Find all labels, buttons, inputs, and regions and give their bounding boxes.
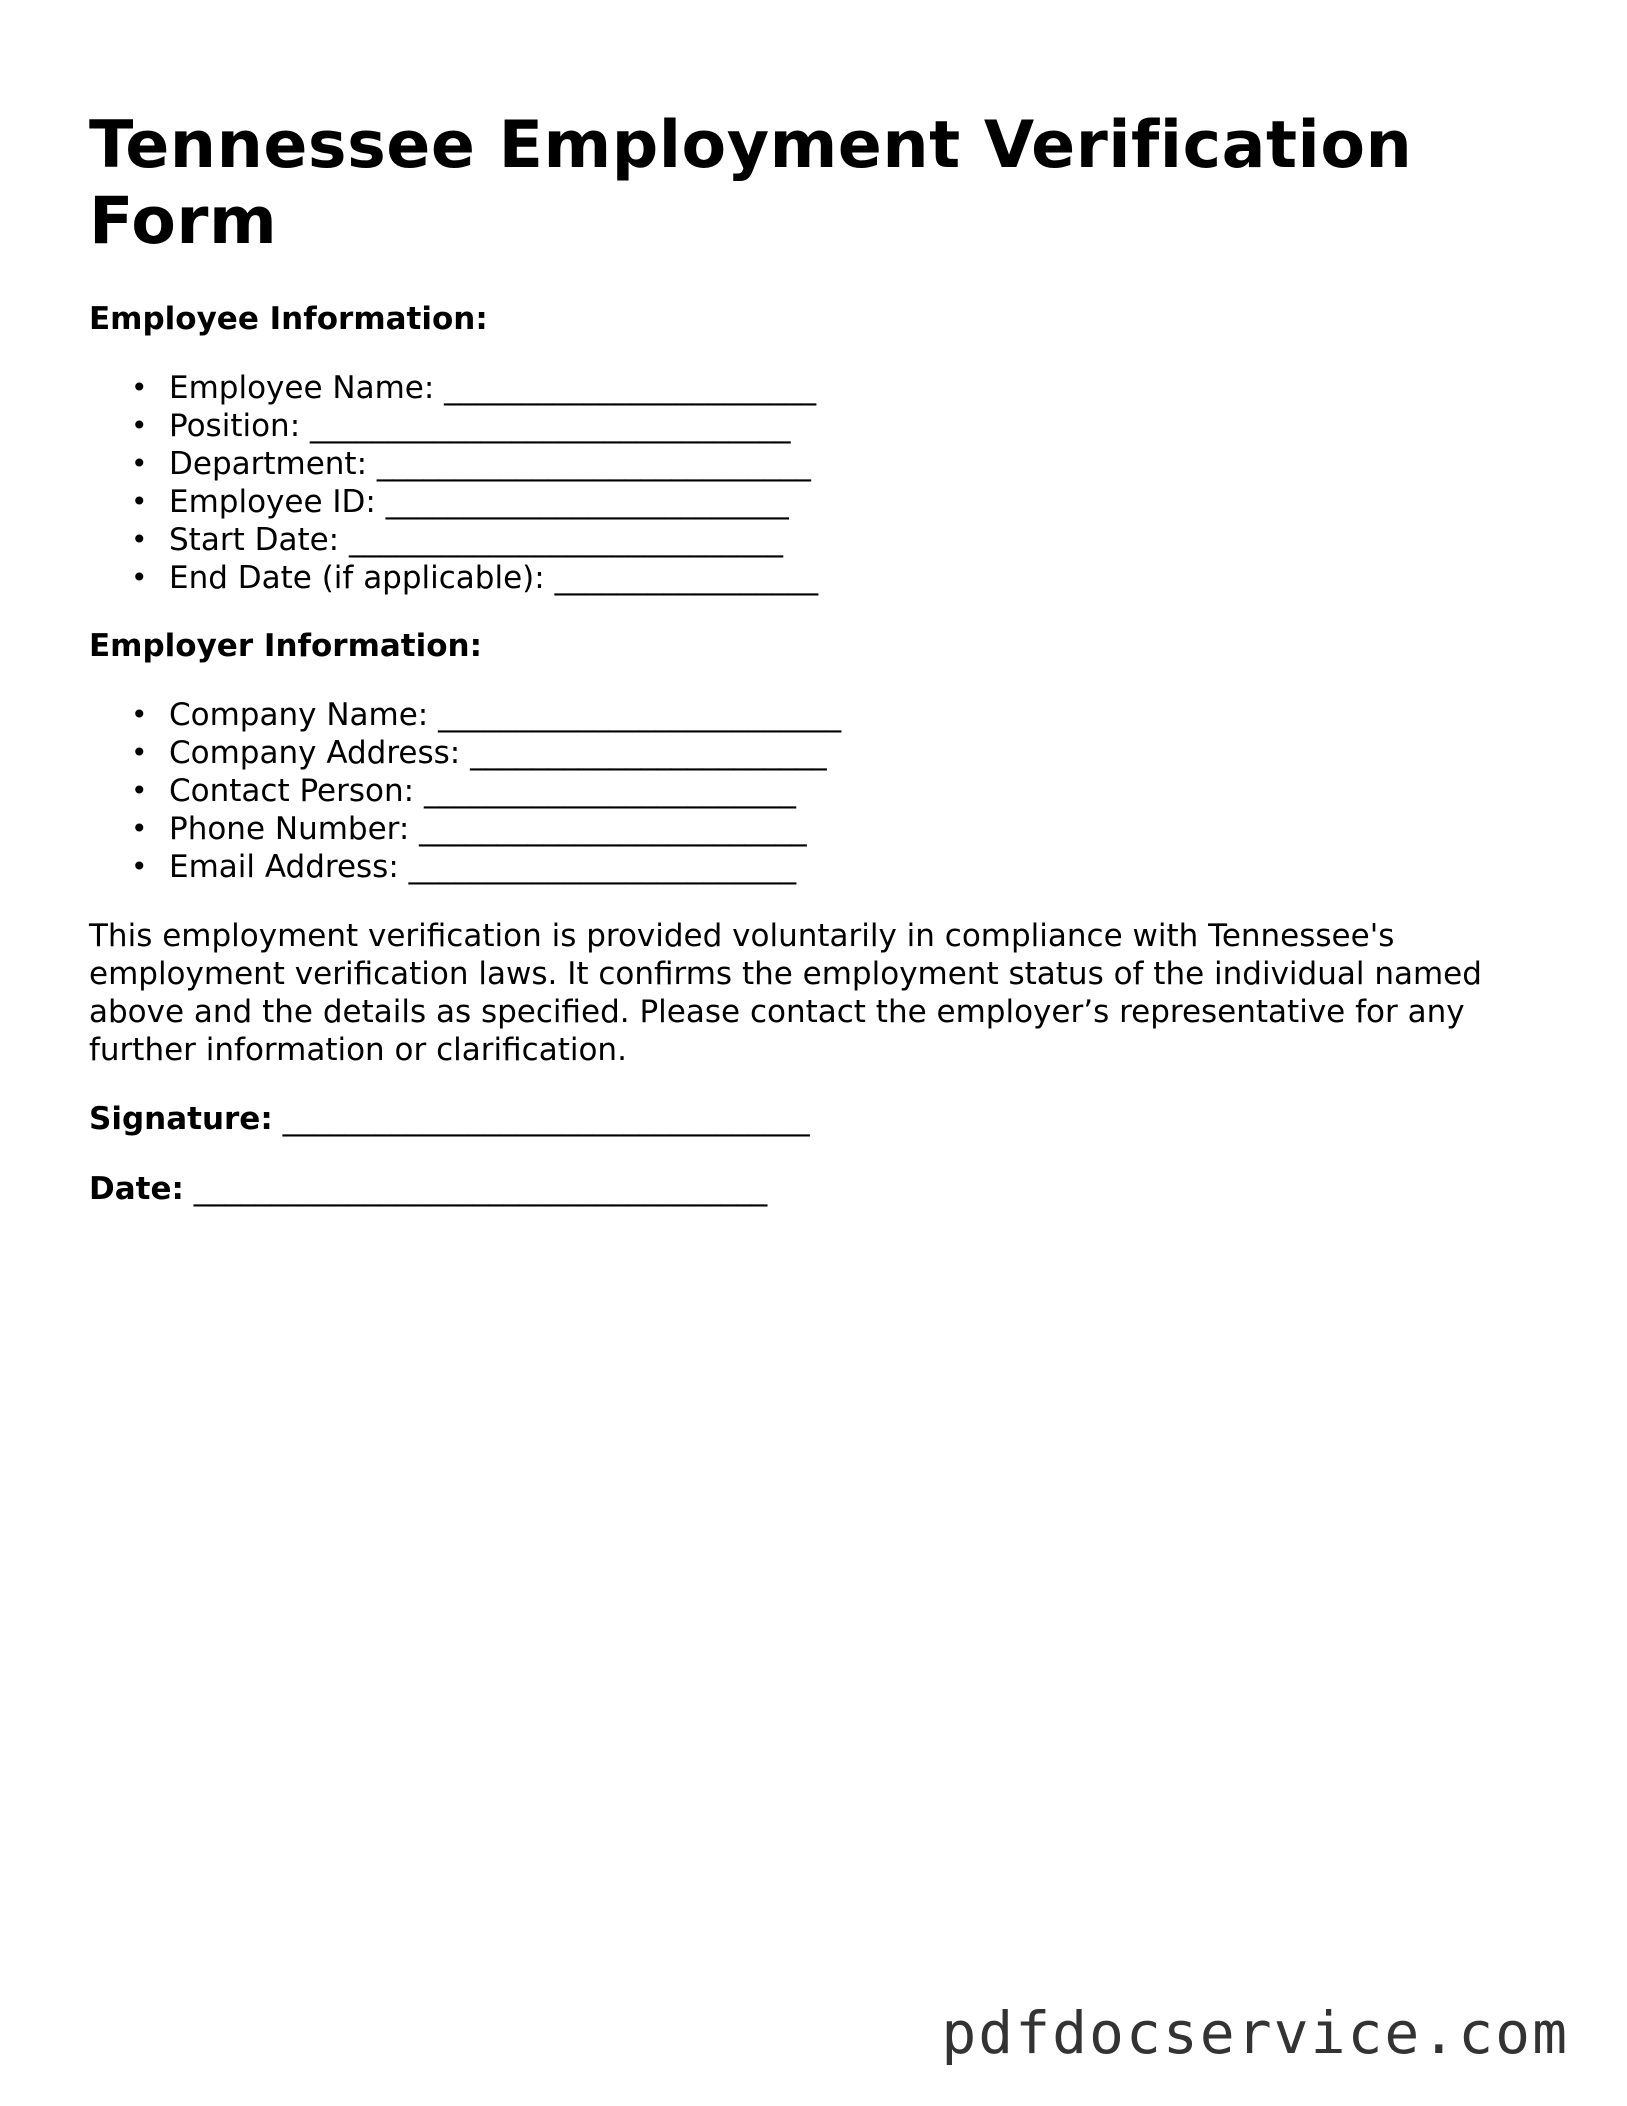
field-label: Contact Person: (169, 773, 415, 809)
phone-number-blank[interactable]: _________________________ (419, 811, 807, 847)
employer-field-list (89, 696, 1539, 886)
document-page (89, 108, 1539, 1208)
signature-blank[interactable]: __________________________________ (282, 1101, 810, 1137)
field-label: Employee ID: (169, 484, 376, 520)
employee-info-heading: Employee Information: (89, 301, 488, 337)
start-date-blank[interactable]: ____________________________ (348, 522, 783, 558)
start-date-field (131, 521, 1539, 559)
contact-person-field (131, 772, 1539, 810)
field-label: Department: (169, 446, 368, 482)
end-date-field (131, 559, 1539, 597)
verification-statement: This employment verification is provided voluntarily in compliance with Tennessee's employment verification laws. It confirms the employment status of the individual named above and the details as specified. Please contact the employer’s representative for any further information or clarification. (89, 918, 1482, 1068)
email-address-field (131, 848, 1539, 886)
signature-line (89, 1100, 1539, 1138)
date-blank[interactable]: _____________________________________ (193, 1171, 768, 1207)
position-field (131, 407, 1539, 445)
employee-field-list (89, 369, 1539, 597)
department-field (131, 445, 1539, 483)
field-label: Email Address: (169, 849, 399, 885)
field-label: Phone Number: (169, 811, 410, 847)
page-title: Tennessee Employment Verification Form (89, 108, 1413, 259)
employee-name-field (131, 369, 1539, 407)
company-name-blank[interactable]: __________________________ (438, 697, 842, 733)
bullet-icon: • (131, 698, 148, 731)
bullet-icon: • (131, 447, 148, 480)
bullet-icon: • (131, 409, 148, 442)
position-blank[interactable]: _______________________________ (310, 408, 791, 444)
bullet-icon: • (131, 371, 148, 404)
field-label: Company Address: (169, 735, 461, 771)
field-label: Company Name: (169, 697, 429, 733)
watermark: pdfdocservice.com (941, 1999, 1569, 2067)
employee-name-blank[interactable]: ________________________ (444, 370, 817, 406)
company-name-field (131, 696, 1539, 734)
bullet-icon: • (131, 485, 148, 518)
date-line (89, 1170, 1539, 1208)
company-address-blank[interactable]: _______________________ (470, 735, 827, 771)
end-date-blank[interactable]: _________________ (554, 560, 819, 596)
bullet-icon: • (131, 736, 148, 769)
email-address-blank[interactable]: _________________________ (408, 849, 797, 885)
signature-label: Signature: (89, 1101, 273, 1137)
date-label: Date: (89, 1171, 184, 1207)
contact-person-blank[interactable]: ________________________ (423, 773, 796, 809)
employee-id-field (131, 483, 1539, 521)
bullet-icon: • (131, 561, 148, 594)
bullet-icon: • (131, 850, 148, 883)
phone-number-field (131, 810, 1539, 848)
employee-id-blank[interactable]: __________________________ (385, 484, 789, 520)
company-address-field (131, 734, 1539, 772)
employer-info-heading: Employer Information: (89, 628, 483, 664)
field-label: End Date (if applicable): (169, 560, 545, 596)
department-blank[interactable]: ____________________________ (376, 446, 811, 482)
field-label: Position: (169, 408, 301, 444)
bullet-icon: • (131, 812, 148, 845)
bullet-icon: • (131, 774, 148, 807)
field-label: Start Date: (169, 522, 340, 558)
bullet-icon: • (131, 523, 148, 556)
field-label: Employee Name: (169, 370, 435, 406)
